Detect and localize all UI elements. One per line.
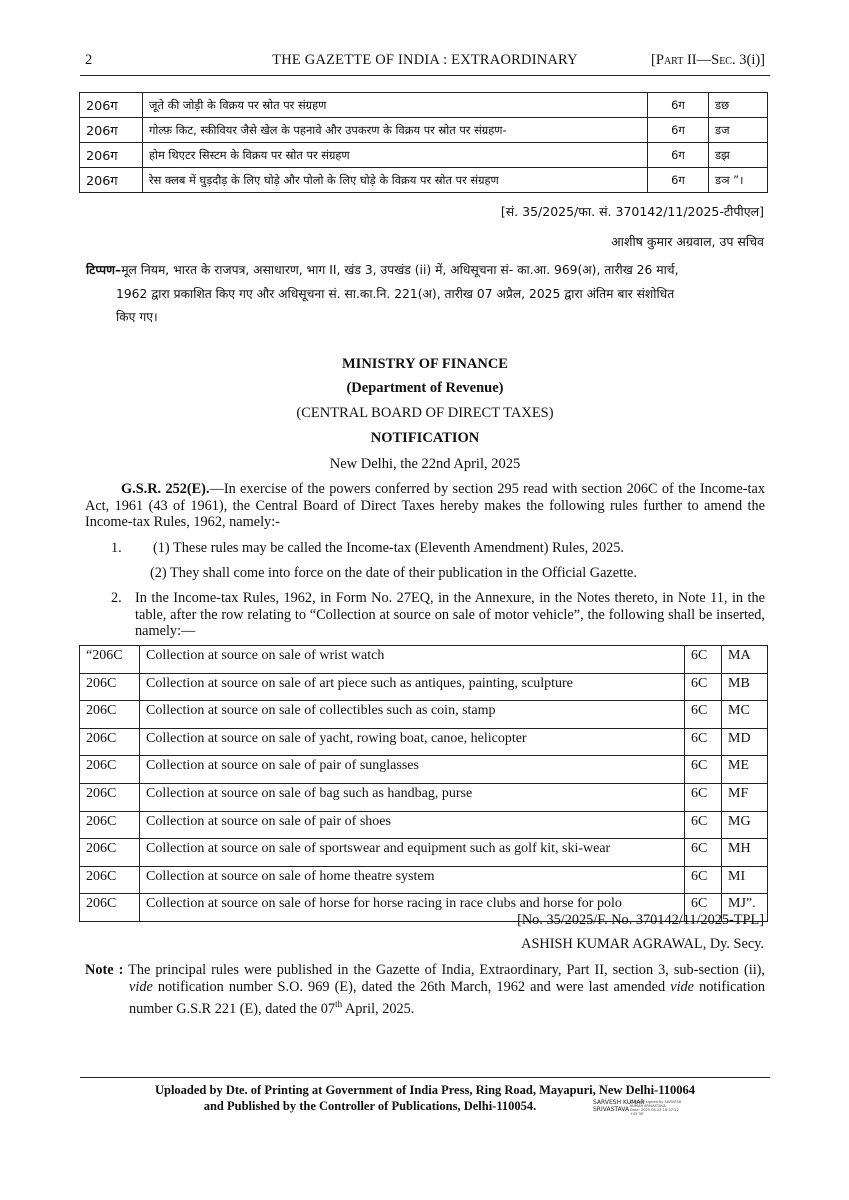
page-number: 2: [85, 52, 93, 68]
digital-signature-stamp: SARVESH KUMAR SRIVASTAVA Digitally signed by SARVESH KUMAR SRIVASTAVA Date: 2025.04.23 18:37:22 +05'30': [593, 1099, 682, 1116]
english-signatory: ASHISH KUMAR AGRAWAL, Dy. Secy.: [521, 936, 764, 952]
table-row: 206C Collection at source on sale of home theatre system 6C MI: [80, 866, 768, 894]
hindi-note: [86, 259, 764, 330]
table-row: 206ग गोल्फ़ किट, स्कीवियर जैसे खेल के पहनावे और उपकरण के विक्रय पर स्रोत पर संग्रहण- 6ग डज: [80, 118, 768, 143]
part-section: [Part II—Sec. 3(i)]: [651, 52, 765, 68]
running-header: [85, 52, 765, 74]
hindi-note-line1: मूल नियम, भारत के राजपत्र, असाधारण, भाग II, खंड 3, उपखंड (ii) में, अधिसूचना सं- का.आ. 969(अ), तारीख 26 मार्च,: [121, 263, 679, 277]
item-2-text: In the Income-tax Rules, 1962, in Form No. 27EQ, in the Annexure, in the Notes thereto, in Note 11, in the table, after the row relating to “Collection at source on sale of motor vehicle”, the following shall be inserted, namely:—: [135, 590, 765, 639]
note-label: Note :: [85, 962, 124, 978]
table-row: 206ग होम थिएटर सिस्टम के विक्रय पर स्रोत पर संग्रहण 6ग डझ: [80, 143, 768, 168]
footer-line-2: and Published by the Controller of Publications, Delhi-110054.: [203, 1099, 537, 1113]
table-row: 206C Collection at source on sale of pair of sunglasses 6C ME: [80, 756, 768, 784]
table-row: 206C Collection at source on sale of bag such as handbag, purse 6C MF: [80, 783, 768, 811]
table-row: 206C Collection at source on sale of sportswear and equipment such as golf kit, ski-wear 6C MH: [80, 839, 768, 867]
english-code-table: [79, 645, 768, 922]
item-1-sub-1: (1) These rules may be called the Income-tax (Eleventh Amendment) Rules, 2025.: [153, 540, 624, 556]
table-row: 206ग जूते की जोड़ी के विक्रय पर स्रोत पर संग्रहण 6ग डछ: [80, 93, 768, 118]
table-row: 206C Collection at source on sale of pair of shoes 6C MG: [80, 811, 768, 839]
table-row: “206C Collection at source on sale of wrist watch 6C MA: [80, 646, 768, 674]
english-note: Note : The principal rules were published in the Gazette of India, Extraordinary, Part II, section 3, sub-section (ii), vide notification number S.O. 969 (E), dated the 26th March, 1962 and were last amended vide notification number G.S.R 221 (E), dated the 07th April, 2025.: [85, 962, 765, 1017]
item-number-1: 1.: [111, 540, 122, 556]
hindi-file-reference: [सं. 35/2025/फा. सं. 370142/11/2025-टीपीएल]: [500, 204, 764, 219]
place-date: New Delhi, the 22nd April, 2025: [329, 456, 521, 472]
notification-heading: NOTIFICATION: [370, 430, 480, 446]
hindi-note-label: टिप्पण–: [86, 263, 122, 277]
table-row: 206C Collection at source on sale of horse for horse racing in race clubs and horse for polo 6C MJ”.: [80, 894, 768, 922]
item-1-sub-2: (2) They shall come into force on the date of their publication in the Official Gazette.: [150, 565, 637, 581]
ministry-heading: MINISTRY OF FINANCE: [342, 356, 508, 372]
table-row: 206C Collection at source on sale of yacht, rowing boat, canoe, helicopter 6C MD: [80, 728, 768, 756]
item-number-2: 2.: [111, 590, 122, 606]
gazette-title: THE GAZETTE OF INDIA : EXTRAORDINARY: [272, 52, 578, 68]
table-row: 206ग रेस क्लब में घुड़दौड़ के लिए घोड़े और पोलो के लिए घोड़े के विक्रय पर स्रोत पर संग्रहण 6ग डञ ”।: [80, 168, 768, 193]
footer-rule: [80, 1077, 770, 1078]
gsr-label: G.S.R. 252(E).: [121, 481, 210, 497]
hindi-note-line2: 1962 द्वारा प्रकाशित किए गए और अधिसूचना सं. सा.का.नि. 221(अ), तारीख 07 अप्रैल, 2025 द्वारा अंतिम बार संशोधित: [116, 286, 675, 301]
gsr-paragraph: [85, 481, 765, 531]
hindi-note-line3: किए गए।: [116, 310, 158, 324]
english-file-reference: [No. 35/2025/F. No. 370142/11/2025-TPL]: [517, 912, 764, 928]
hindi-signatory: आशीष कुमार अग्रवाल, उप सचिव: [611, 234, 764, 249]
footer-line-1: Uploaded by Dte. of Printing at Government of India Press, Ring Road, Mayapuri, New Delhi-110064: [154, 1083, 696, 1097]
board-heading: (CENTRAL BOARD OF DIRECT TAXES): [296, 405, 554, 421]
gsr-text: —In exercise of the powers conferred by section 295 read with section 206C of the Income-tax Act, 1961 (43 of 1961), the Central Board of Direct Taxes hereby makes the following rules further to amend the Income-tax Rules, 1962, namely:-: [85, 481, 765, 530]
header-rule: [80, 75, 770, 76]
table-row: 206C Collection at source on sale of art piece such as antiques, painting, sculpture 6C MB: [80, 673, 768, 701]
table-row: 206C Collection at source on sale of collectibles such as coin, stamp 6C MC: [80, 701, 768, 729]
department-heading: (Department of Revenue): [346, 380, 504, 396]
hindi-code-table: [79, 92, 768, 193]
